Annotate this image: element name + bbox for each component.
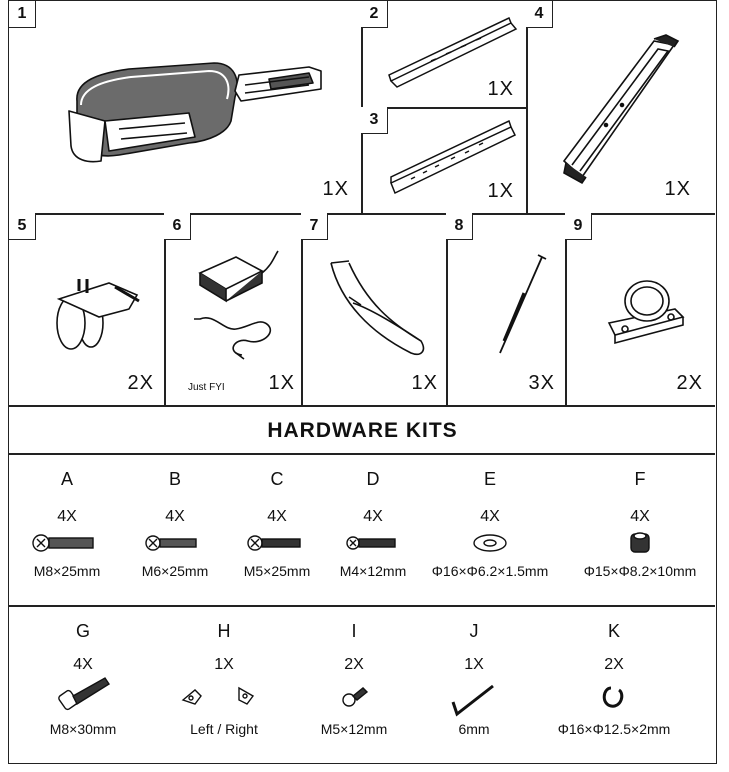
hardware-quantity: 4X [267,508,287,525]
quantity: 3X [528,372,555,394]
quantity: 2X [676,372,703,394]
hardware-letter: G [75,621,90,641]
washer-icon [429,526,551,560]
hardware-size: Φ16×Φ12.5×2mm [557,721,671,737]
left-right-bracket-icon [169,674,279,718]
part-cell-5 [9,213,164,405]
hardware-size: Φ16×Φ6.2×1.5mm [431,563,549,579]
part-number: 4 [526,1,553,28]
part-number: 3 [361,107,388,134]
hardware-quantity: 1X [214,656,234,673]
part-number: 9 [565,213,592,240]
divider [9,453,715,455]
hardware-item-c [231,469,323,579]
part-number: 5 [9,213,36,240]
part-cell-8 [446,213,565,405]
bolt-icon [21,526,113,560]
hardware-quantity: 2X [344,656,364,673]
hardware-quantity: 1X [464,656,484,673]
part-cell-3 [361,107,526,213]
quantity: 1X [411,372,438,394]
screw-icon [231,526,323,560]
part-number: 1 [9,1,36,28]
hardware-item-g [33,621,133,737]
hardware-letter: D [366,469,380,489]
bolt-icon [129,526,221,560]
quantity: 1X [322,178,349,200]
hardware-letter: K [607,621,620,641]
quantity: 1X [268,372,295,394]
hardware-item-d [327,469,419,579]
hardware-size: M8×25mm [33,563,101,579]
screw-icon [327,526,419,560]
hardware-size: M6×25mm [141,563,209,579]
part-cell-4 [526,1,715,213]
hex-bolt-icon [33,674,133,718]
actuator-leg-icon [9,1,361,213]
hardware-item-i [309,621,399,737]
hardware-letter: A [60,469,73,489]
part-cell-1 [9,1,361,213]
quantity: 1X [487,180,514,202]
hardware-quantity: 4X [630,508,650,525]
part-cell-2 [361,1,526,107]
hardware-quantity: 4X [73,656,93,673]
quantity: 1X [487,78,514,100]
hardware-size: M5×12mm [320,721,388,737]
hardware-size: 6mm [458,721,490,737]
hardware-size: M4×12mm [339,563,407,579]
divider [9,605,715,607]
note-text: Just FYI [188,382,225,393]
hardware-letter: E [483,469,496,489]
part-cell-9 [565,213,715,405]
hardware-letter: J [469,621,479,641]
hardware-letter: C [270,469,284,489]
part-number: 2 [361,1,388,28]
hardware-quantity: 2X [604,656,624,673]
retaining-ring-icon [549,674,679,718]
hardware-quantity: 4X [165,508,185,525]
hardware-letter: B [168,469,181,489]
part-number: 6 [164,213,191,240]
hardware-letter: I [351,621,357,641]
hardware-size: M5×25mm [243,563,311,579]
hardware-item-e [429,469,551,579]
part-number: 8 [446,213,473,240]
part-cell-7 [301,213,446,405]
part-number: 7 [301,213,328,240]
spacer-icon [575,526,705,560]
parts-sheet [8,0,717,764]
hardware-item-a [21,469,113,579]
hardware-item-f [575,469,705,579]
hardware-title: HARDWARE KITS [267,419,458,442]
hardware-item-h [169,621,279,737]
hardware-letter: H [217,621,231,641]
hardware-size: M8×30mm [49,721,117,737]
part-cell-6 [164,213,301,405]
quantity: 1X [664,178,691,200]
short-bolt-icon [309,674,399,718]
divider [9,405,715,407]
hardware-size: Left / Right [190,721,258,737]
quantity: 2X [127,372,154,394]
hex-key-icon [429,674,519,718]
hardware-quantity: 4X [480,508,500,525]
hardware-item-j [429,621,519,737]
hardware-size: Φ15×Φ8.2×10mm [583,563,697,579]
hardware-letter: F [634,469,646,489]
hardware-item-b [129,469,221,579]
hardware-quantity: 4X [57,508,77,525]
hardware-quantity: 4X [363,508,383,525]
hardware-item-k [549,621,679,737]
